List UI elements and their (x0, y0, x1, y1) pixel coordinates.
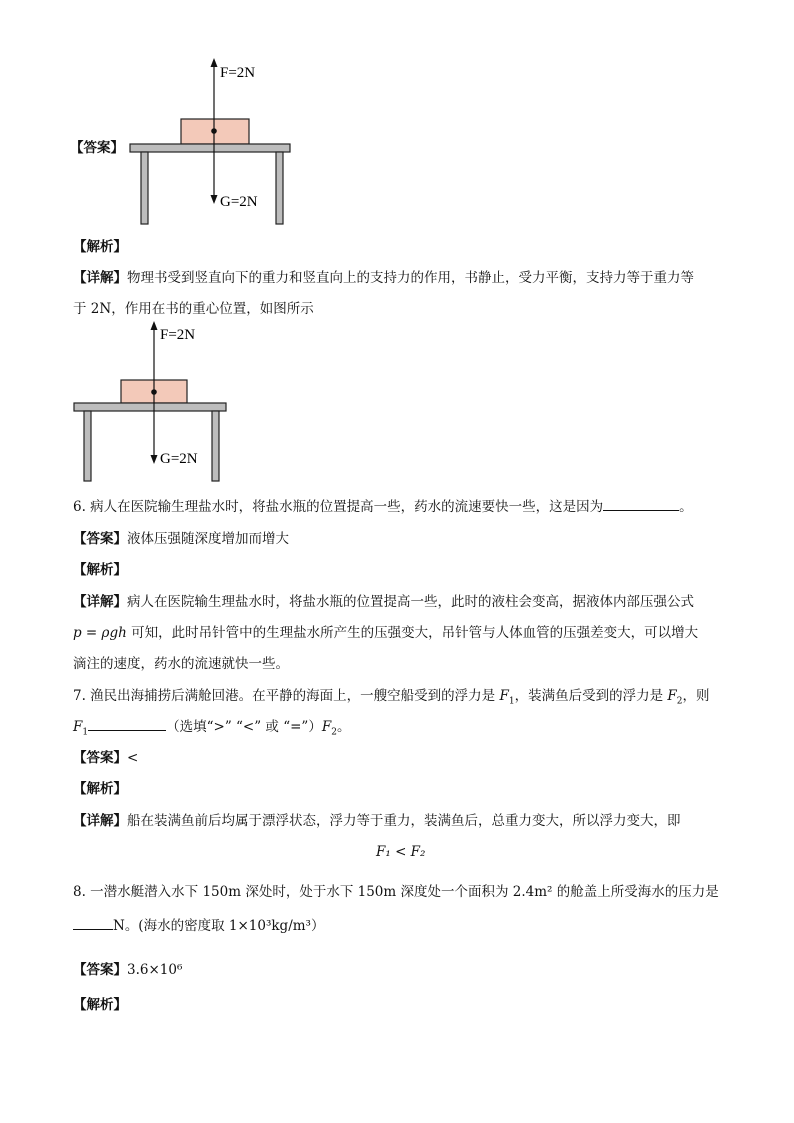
answer-blank (73, 917, 113, 930)
detail-q6-text1: 病人在医院输生理盐水时，将盐水瓶的位置提高一些，此时的液柱会变高，据液体内部压强公式 (127, 594, 694, 610)
answer-q8 (73, 958, 182, 978)
analysis-heading: 【解析】 (73, 239, 127, 255)
detail-label: 【详解】 (73, 270, 127, 286)
question-8-line1: 8. 一潜水艇潜入水下 150m 深处时，处于水下 150m 深度处一个面积为 2.4m² 的舱盖上所受海水的压力是 (73, 884, 719, 900)
support-force-label: F=2N (220, 65, 256, 81)
detail-q5-text1: 物理书受到竖直向下的重力和竖直向上的支持力的作用，书静止，受力平衡，支持力等于重力等 (127, 270, 694, 286)
answer-q6 (73, 527, 289, 547)
answer-label: 【答案】 (73, 750, 127, 766)
center-of-gravity-dot (151, 389, 157, 395)
table-top (74, 403, 226, 411)
answer-label: 【答案】 (73, 962, 127, 978)
detail-q7-line1 (73, 809, 681, 829)
question-6 (73, 495, 693, 515)
analysis-label: 解析 (86, 562, 114, 578)
table-leg-right (276, 152, 283, 224)
detail-label: 【详解】 (73, 594, 127, 610)
force-diagram-figure (125, 55, 305, 230)
table-leg-right (212, 411, 219, 481)
detail-label: 【详解】 (73, 813, 127, 829)
table-leg-left (84, 411, 91, 481)
gravity-arrowhead (151, 455, 158, 464)
answer-q7 (73, 746, 138, 766)
question-8-line2 (73, 914, 324, 934)
question-6-text: 6. 病人在医院输生理盐水时，将盐水瓶的位置提高一些，药水的流速要快一些，这是因为 (73, 499, 604, 515)
answer-q7-text: < (127, 750, 139, 766)
detail-q5-line1 (73, 266, 694, 286)
force-diagram-figure-repeat (68, 317, 248, 487)
detail-q6-line3: 滴注的速度，药水的流速就快一些。 (73, 656, 289, 672)
table-leg-left (141, 152, 148, 224)
question-7-end: 。 (336, 719, 351, 735)
gravity-arrowhead (211, 195, 218, 204)
analysis-heading: 【解析】 (73, 562, 127, 578)
analysis-label: 解析 (86, 997, 114, 1013)
gravity-force-label: G=2N (160, 451, 198, 467)
detail-q6-text2: 可知，此时吊针管中的生理盐水所产生的压强变大，吊针管与人体血管的压强差变大，可以增大 (126, 625, 699, 641)
seawater-density: 1×10³kg/m³ (228, 918, 311, 934)
gravity-force-label: G=2N (220, 194, 258, 210)
question-7-text-b: ，装满鱼后受到的浮力是 (514, 688, 668, 704)
answer-q6-text: 液体压强随深度增加而增大 (127, 531, 289, 547)
center-of-gravity-dot (211, 128, 217, 134)
table-top (130, 144, 290, 152)
answer-blank (603, 498, 679, 511)
analysis-label: 解析 (86, 239, 114, 255)
question-6-end: 。 (679, 499, 693, 515)
question-8-text-b: ） (310, 918, 325, 934)
pressure-formula: p = ρgh (73, 625, 127, 641)
question-8-text-a: N。(海水的密度取 (113, 918, 229, 934)
detail-q5-line2: 于 2N，作用在书的重心位置，如图所示 (73, 301, 314, 317)
analysis-heading: 【解析】 (73, 997, 127, 1013)
question-7-text-a: 7. 渔民出海捕捞后满舱回港。在平静的海面上，一艘空船受到的浮力是 (73, 688, 500, 704)
result-formula: F₁ < F₂ (376, 844, 426, 860)
detail-q7-text: 船在装满鱼前后均属于漂浮状态，浮力等于重力，装满鱼后，总重力变大，所以浮力变大，即 (127, 813, 681, 829)
support-arrowhead (211, 58, 218, 67)
analysis-label: 解析 (86, 781, 114, 797)
question-7-options: （选填“>” “<” 或 “=”） (166, 719, 322, 735)
support-force-label: F=2N (160, 327, 196, 343)
question-7-line1: 7. 渔民出海捕捞后满舱回港。在平静的海面上，一艘空船受到的浮力是 $F_1$，装满鱼后受到的浮力是 $F_2$，则 (73, 688, 710, 707)
analysis-heading: 【解析】 (73, 781, 127, 797)
answer-label: 【答案】 (70, 140, 124, 156)
answer-q8-text: 3.6×10⁶ (127, 962, 183, 978)
detail-q6-line2 (73, 621, 698, 641)
answer-label: 【答案】 (73, 531, 127, 547)
question-7-text-c: ，则 (682, 688, 710, 704)
answer-blank (88, 718, 166, 731)
support-arrowhead (151, 321, 158, 330)
question-7-line2: $F_1$ （选填“>” “<” 或 “$=”)F_2$。 (73, 719, 351, 738)
detail-q6-line1 (73, 590, 694, 610)
